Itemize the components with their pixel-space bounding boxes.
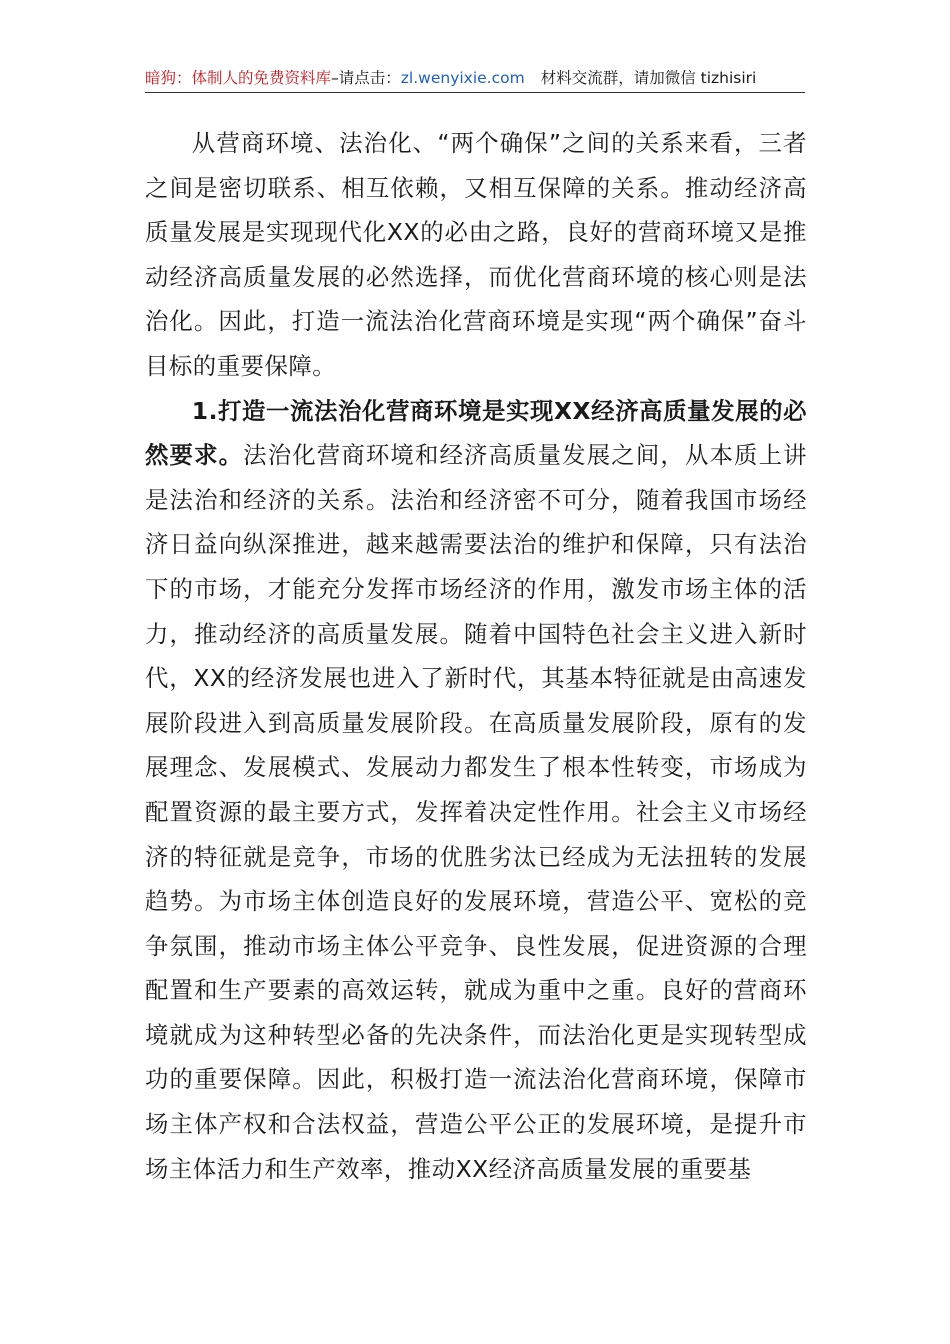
header-link[interactable]: zl.wenyixie.com [400, 69, 525, 87]
paragraph-2 [145, 389, 807, 1192]
paragraph-1: 从营商环境、法治化、“两个确保”之间的关系来看，三者之间是密切联系、相互依赖，又相互保障的关系。推动经济高质量发展是实现现代化XX的必由之路，良好的营商环境又是推动经济高质量发展的必然选择，而优化营商环境的核心则是法治化。因此，打造一流法治化营商环境是实现“两个确保”奋斗目标的重要保障。 [145, 129, 807, 380]
page-header [145, 64, 805, 93]
header-brand: 暗狗：体制人的免费资料库 [145, 69, 332, 87]
header-wechat-note: 材料交流群，请加微信 tizhisiri [540, 69, 757, 87]
header-prompt: –请点击： [331, 69, 401, 87]
paragraph-2-text: 法治化营商环境和经济高质量发展之间，从本质上讲是法治和经济的关系。法治和经济密不可分，随着我国市场经济日益向纵深推进，越来越需要法治的维护和保障，只有法治下的市场，才能充分发挥市场经济的作用，激发市场主体的活力，推动经济的高质量发展。随着中国特色社会主义进入新时代，XX的经济发展也进入了新时代，其基本特征就是由高速发展阶段进入到高质量发展阶段。在高质量发展阶段，原有的发展理念、发展模式、发展动力都发生了根本性转变，市场成为配置资源的最主要方式，发挥着决定性作用。社会主义市场经济的特征就是竞争，市场的优胜劣汰已经成为无法扭转的发展趋势。为市场主体创造良好的发展环境，营造公平、宽松的竞争氛围，推动市场主体公平竞争、良性发展，促进资源的合理配置和生产要素的高效运转，就成为重中之重。良好的营商环境就成为这种转型必备的先决条件，而法治化更是实现转型成功的重要保障。因此，积极打造一流法治化营商环境，保障市场主体产权和合法权益，营造公平公正的发展环境，是提升市场主体活力和生产效率，推动XX经济高质量发展的重要基 [145, 441, 807, 1183]
document-body [145, 121, 807, 1191]
paragraph-2-heading: 1.打造一流法治化营商环境是实现XX经济高质量发展的必然要求。 [145, 396, 807, 470]
